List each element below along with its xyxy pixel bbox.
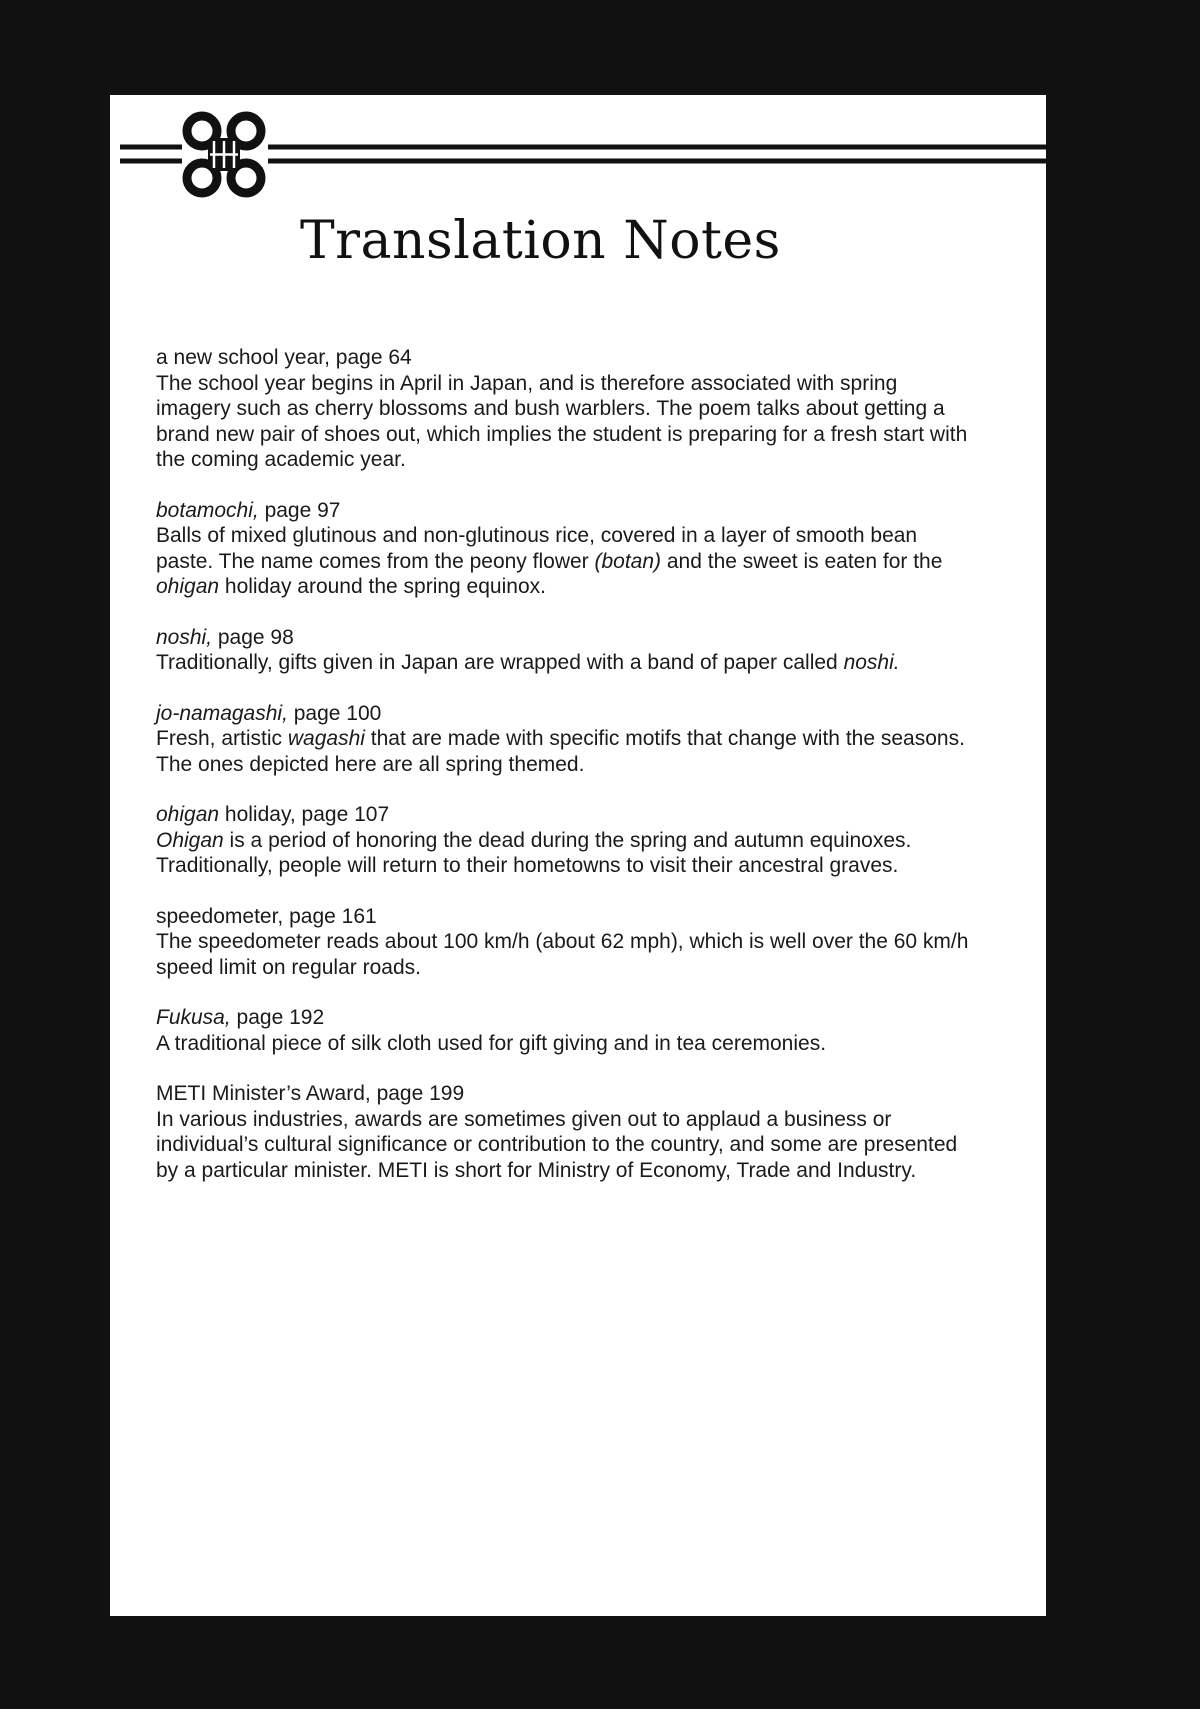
document-page — [110, 95, 1046, 1616]
note-heading — [156, 1081, 976, 1107]
note-page-ref: page 192 — [230, 1006, 325, 1029]
note-term: speedometer — [156, 904, 278, 928]
note-item — [156, 701, 976, 778]
note-body — [156, 929, 976, 980]
note-body-segment: The school year begins in April in Japan, and is therefore associated with spring imagery such as cherry blossoms and bush warblers. The poem talks about getting a brand new pair of shoes out, which implies the student is preparing for a fresh start with the coming academic year. — [156, 371, 968, 471]
note-term: botamochi, — [156, 498, 259, 522]
note-term-suffix: holiday — [219, 803, 290, 826]
note-body-segment: that are made with specific motifs that change with the seasons. The ones depicted here are all spring themed. — [156, 727, 965, 776]
notes-list — [156, 345, 976, 1208]
note-body-segment: wagashi — [287, 727, 365, 750]
note-page-ref: page 98 — [212, 625, 294, 649]
page-title: Translation Notes — [300, 211, 781, 271]
note-body — [156, 523, 976, 600]
note-body-segment: ohigan — [156, 575, 220, 598]
note-term: METI Minister’s Award — [156, 1082, 365, 1105]
note-item — [156, 498, 976, 600]
note-body-segment: Traditionally, gifts given in Japan are wrapped with a band of paper called — [156, 651, 844, 674]
note-page-ref: , page 107 — [289, 803, 390, 826]
note-body-segment: Ohigan — [156, 828, 224, 852]
note-body — [156, 650, 976, 676]
note-item — [156, 904, 976, 981]
note-term: Fukusa, — [156, 1006, 231, 1029]
note-item — [156, 345, 976, 473]
note-body-segment: noshi. — [843, 651, 900, 674]
note-body-segment: (botan) — [594, 549, 662, 573]
note-heading — [156, 904, 976, 930]
note-page-ref: , page 199 — [364, 1082, 465, 1105]
note-body-segment: Balls of mixed glutinous and non-glutinous rice, covered in a layer of smooth bean paste. The name comes from the peony flower — [156, 524, 918, 573]
note-term: noshi, — [156, 625, 213, 649]
note-body — [156, 1031, 976, 1057]
note-heading — [156, 625, 976, 651]
note-heading — [156, 345, 976, 371]
note-page-ref: , page 64 — [324, 346, 412, 369]
note-body — [156, 1107, 976, 1184]
note-heading — [156, 1005, 976, 1031]
knot-crest-icon — [120, 105, 1046, 210]
note-term: jo-namagashi, — [156, 701, 288, 725]
note-item — [156, 1081, 976, 1183]
note-body-segment: The speedometer reads about 100 km/h (about 62 mph), which is well over the 60 km/h speed limit on regular roads. — [156, 930, 969, 979]
note-body-segment: holiday around the spring equinox. — [219, 575, 546, 598]
note-body-segment: In various industries, awards are sometimes given out to applaud a business or individual’s cultural significance or contribution to the country, and some are presented by a particular minister. METI is short for Ministry of Economy, Trade and Industry. — [156, 1107, 958, 1182]
note-body-segment: is a period of honoring the dead during the spring and autumn equinoxes. Traditionally, people will return to their hometowns to visit their ancestral graves. — [156, 828, 912, 877]
note-heading — [156, 498, 976, 524]
note-item — [156, 625, 976, 676]
note-body-segment: Fresh, artistic — [156, 727, 288, 750]
note-page-ref: page 100 — [287, 701, 382, 725]
note-page-ref: , page 161 — [277, 904, 377, 928]
note-body-segment: and the sweet is eaten for the — [661, 549, 943, 573]
note-heading — [156, 701, 976, 727]
note-page-ref: page 97 — [258, 498, 341, 522]
note-body — [156, 828, 976, 879]
note-term: a new school year — [156, 346, 325, 369]
note-body-segment: A traditional piece of silk cloth used for gift giving and in tea ceremonies. — [156, 1031, 827, 1055]
note-body — [156, 726, 976, 777]
note-heading — [156, 802, 976, 828]
note-item — [156, 802, 976, 879]
note-item — [156, 1005, 976, 1056]
note-body — [156, 371, 976, 473]
note-term: ohigan — [156, 803, 220, 826]
